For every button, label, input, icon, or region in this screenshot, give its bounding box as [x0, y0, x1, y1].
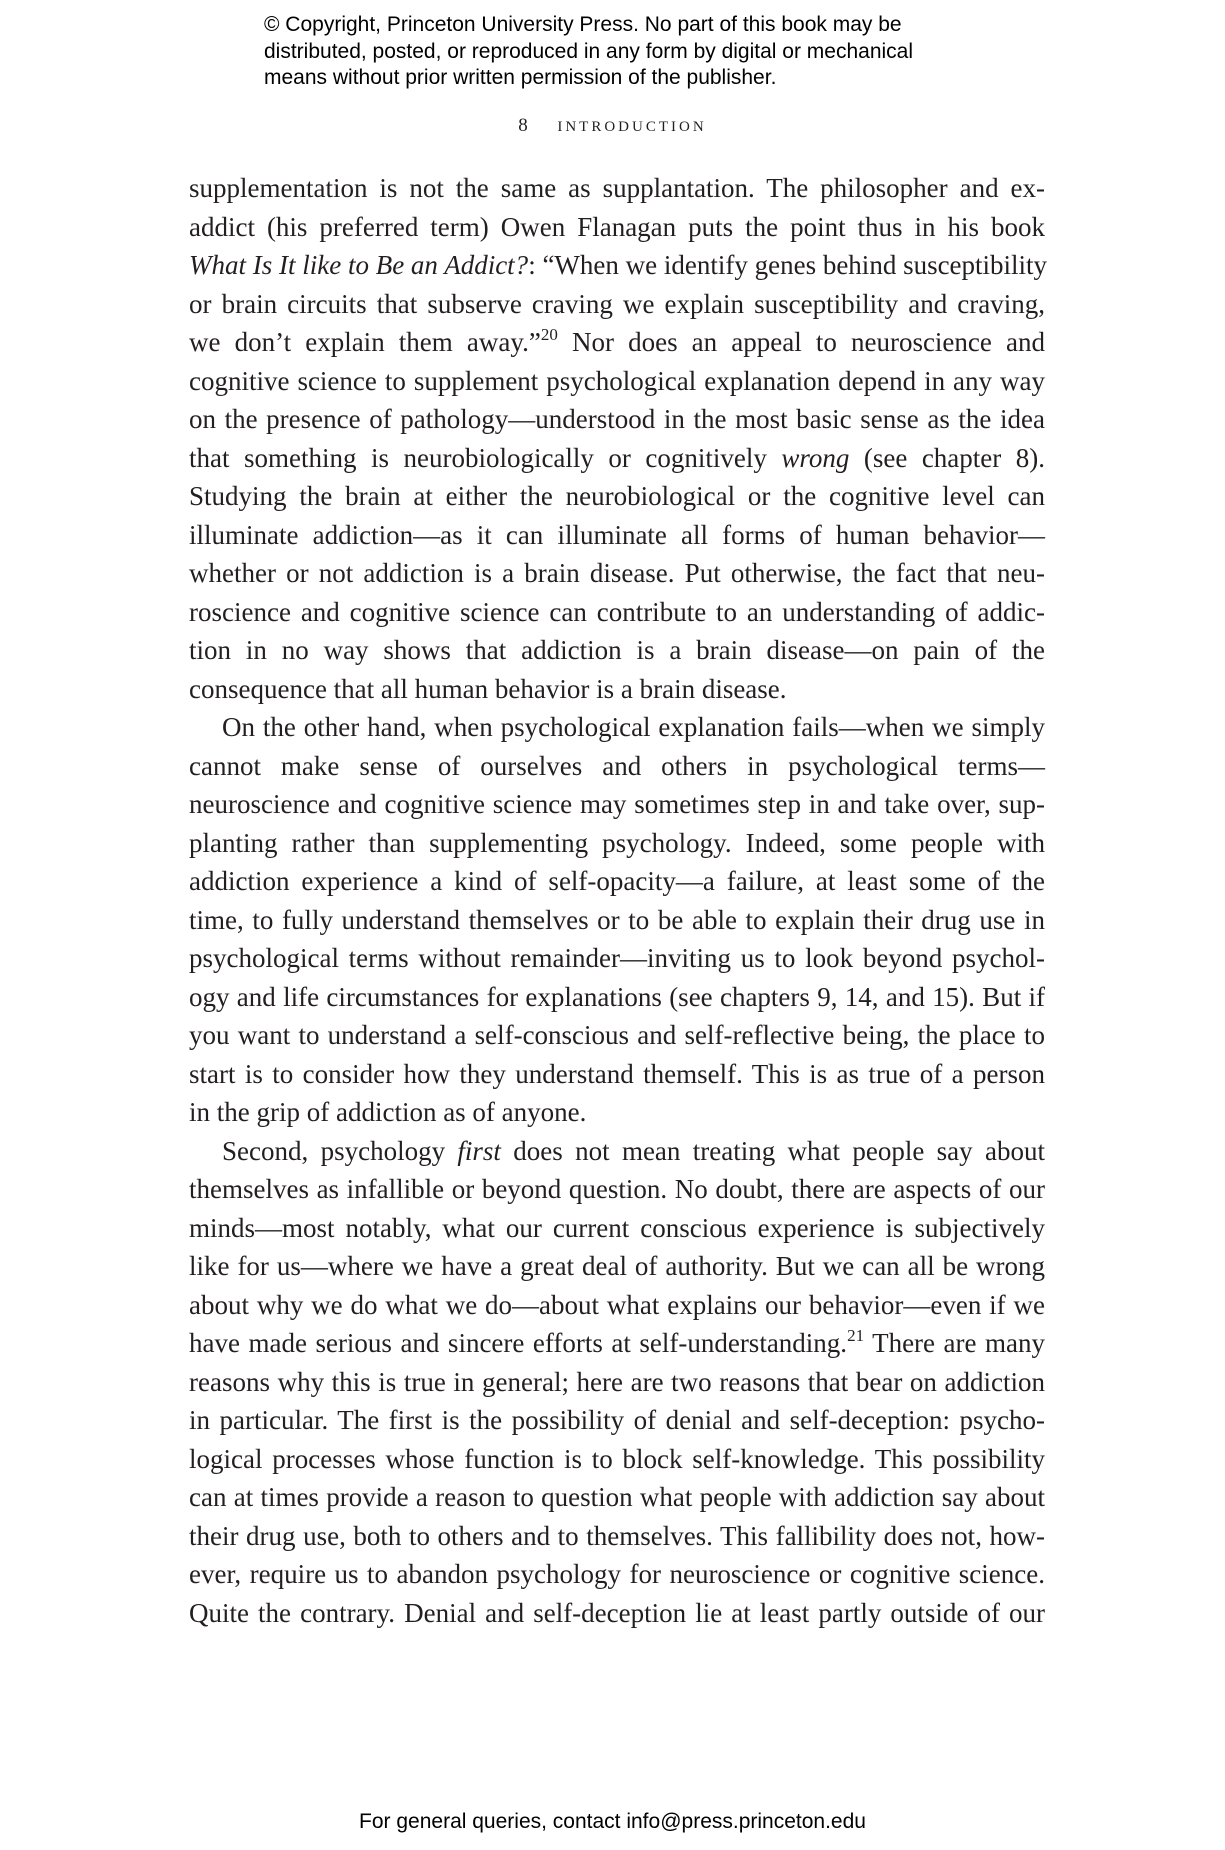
line-text: on the presence of pathology—understood in the most basic sense as the idea: [189, 404, 1045, 434]
page-number: 8: [518, 115, 531, 136]
text-line: [189, 1363, 1045, 1402]
text-line: [189, 208, 1045, 247]
text-line: [189, 1555, 1045, 1594]
text-line: [189, 1247, 1045, 1286]
emphasis: first: [457, 1135, 501, 1166]
line-text: Nor does an appeal to neuroscience and: [557, 327, 1045, 357]
text-line: [189, 1440, 1045, 1479]
book-title: What Is It like to Be an Addict?: [189, 250, 529, 280]
line-text: themselves as infallible or beyond question. No doubt, there are aspects of our: [189, 1174, 1045, 1204]
line-text: in particular. The first is the possibility of denial and self-deception: psycho-: [189, 1405, 1045, 1435]
line-text: does not mean treating what people say about: [500, 1135, 1045, 1166]
text-line: [189, 516, 1045, 555]
line-text: There are many: [864, 1328, 1045, 1358]
text-line: [189, 785, 1045, 824]
line-text: illuminate addiction—as it can illuminate all forms of human behavior—: [189, 519, 1045, 550]
line-text: in the grip of addiction as of anyone.: [189, 1097, 587, 1127]
text-line: [189, 747, 1045, 786]
line-text: neuroscience and cognitive science may sometimes step in and take over, sup-: [189, 789, 1045, 819]
text-line: [189, 1093, 1045, 1132]
text-line: [189, 1401, 1045, 1440]
footnote-ref: 20: [540, 325, 558, 344]
copyright-line: distributed, posted, or reproduced in any form by digital or mechanical: [264, 39, 914, 63]
text-line: [189, 862, 1045, 901]
line-text: their drug use, both to others and to themselves. This fallibility does not, how-: [189, 1520, 1045, 1551]
line-text: supplementation is not the same as supplantation. The philosopher and ex-: [189, 173, 1045, 203]
chapter-title: introduction: [557, 112, 707, 136]
line-text: On the other hand, when psychological explanation fails—when we simply: [222, 712, 1045, 742]
line-text: whether or not addiction is a brain disease. Put otherwise, the fact that neu-: [189, 558, 1045, 588]
text-line: [189, 1132, 1045, 1171]
text-line: [189, 362, 1045, 401]
copyright-notice: [264, 12, 964, 92]
line-text: can at times provide a reason to question what people with addiction say about: [189, 1482, 1045, 1512]
text-line: [189, 1016, 1045, 1055]
line-text: minds—most notably, what our current conscious experience is subjectively: [189, 1212, 1045, 1243]
text-line: [189, 824, 1045, 863]
text-line: [189, 1594, 1045, 1633]
line-text: consequence that all human behavior is a brain disease.: [189, 673, 787, 704]
line-text: we don’t explain them away.”: [189, 327, 541, 357]
text-line: [189, 1286, 1045, 1325]
text-line: [189, 1055, 1045, 1094]
line-text: roscience and cognitive science can contribute to an understanding of addic-: [189, 596, 1045, 627]
line-text: time, to fully understand themselves or to be able to explain their drug use in: [189, 904, 1045, 935]
running-head: [0, 112, 1225, 137]
text-line: [189, 439, 1045, 478]
line-text: or brain circuits that subserve craving we explain susceptibility and craving,: [189, 288, 1045, 319]
line-text: start is to consider how they understand themself. This is as true of a person: [189, 1058, 1045, 1089]
text-line: [189, 1478, 1045, 1517]
text-line: [189, 978, 1045, 1017]
text-line: [189, 169, 1045, 208]
text-line: [189, 939, 1045, 978]
line-text: logical processes whose function is to block self-knowledge. This possibility: [189, 1443, 1045, 1474]
text-line: [189, 708, 1045, 747]
line-text: like for us—where we have a great deal of authority. But we can all be wrong: [189, 1251, 1045, 1281]
footnote-ref: 21: [847, 1326, 865, 1345]
line-text: Second, psychology: [222, 1135, 458, 1166]
body-text: [189, 169, 1048, 1632]
text-line: [189, 593, 1045, 632]
line-text: that something is neurobiologically or cognitively: [189, 442, 782, 473]
line-text: about why we do what we do—about what explains our behavior—even if we: [189, 1289, 1045, 1320]
emphasis: wrong: [781, 442, 850, 473]
line-text: addict (his preferred term) Owen Flanagan puts the point thus in his book: [189, 211, 1045, 242]
text-line: [189, 477, 1045, 516]
line-text: Studying the brain at either the neurobiological or the cognitive level can: [189, 481, 1045, 511]
copyright-line: means without prior written permission of the publisher.: [264, 66, 777, 89]
text-line: [189, 901, 1045, 940]
line-text: have made serious and sincere efforts at self-understanding.: [189, 1328, 848, 1358]
text-line: [189, 1517, 1045, 1556]
text-line: [189, 400, 1045, 439]
text-line: [189, 1209, 1045, 1248]
text-line: [189, 554, 1045, 593]
text-line: [189, 1170, 1045, 1209]
line-text: ever, require us to abandon psychology for neuroscience or cognitive science.: [189, 1559, 1045, 1589]
line-text: (see chapter 8).: [849, 442, 1046, 473]
line-text: ogy and life circumstances for explanations (see chapters 9, 14, and 15). But if: [189, 981, 1045, 1012]
line-text: addiction experience a kind of self-opacity—a failure, at least some of the: [189, 866, 1045, 896]
text-line: [189, 1324, 1045, 1363]
line-text: planting rather than supplementing psychology. Indeed, some people with: [189, 827, 1045, 858]
text-line: [189, 631, 1045, 670]
text-line: [189, 323, 1045, 362]
line-text: psychological terms without remainder—inviting us to look beyond psychol-: [189, 943, 1045, 973]
line-text: reasons why this is true in general; here are two reasons that bear on addiction: [189, 1366, 1045, 1397]
line-text: : “When we identify genes behind susceptibility: [528, 250, 1048, 280]
contact-footer: For general queries, contact info@press.princeton.edu: [359, 1810, 866, 1833]
text-line: [189, 285, 1045, 324]
copyright-line: © Copyright, Princeton University Press. No part of this book may be: [264, 13, 902, 36]
text-line: [189, 246, 1048, 285]
line-text: tion in no way shows that addiction is a brain disease—on pain of the: [189, 635, 1045, 665]
line-text: Quite the contrary. Denial and self-deception lie at least partly outside of our: [189, 1597, 1045, 1628]
text-line: [189, 670, 1045, 709]
line-text: you want to understand a self-conscious and self-reflective being, the place to: [189, 1020, 1045, 1050]
line-text: cannot make sense of ourselves and others in psychological terms—: [189, 750, 1045, 781]
line-text: cognitive science to supplement psychological explanation depend in any way: [189, 365, 1045, 396]
